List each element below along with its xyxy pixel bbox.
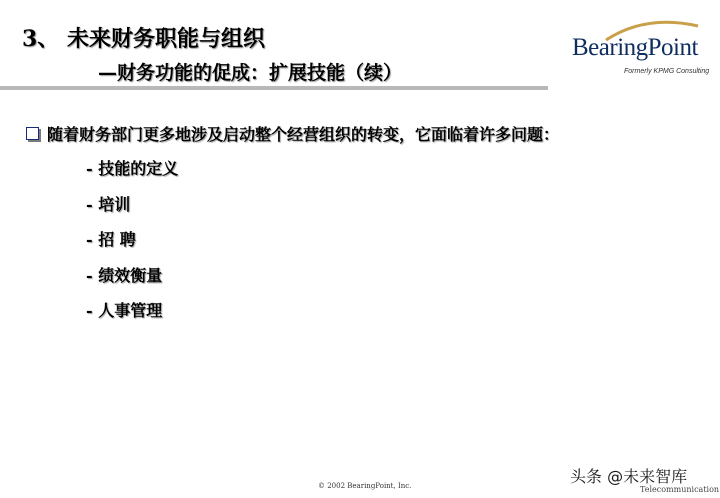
main-bullet — [26, 122, 559, 145]
watermark: 头条 @未来智库 — [570, 467, 688, 486]
bearingpoint-logo — [566, 12, 710, 82]
logo-tagline: Formerly KPMG Consulting — [624, 68, 710, 75]
issue-list — [86, 156, 178, 334]
checkbox-bullet-icon — [26, 127, 39, 140]
list-item: - 绩效衡量 — [86, 265, 163, 285]
watermark-sub: Telecommunication — [640, 485, 720, 494]
slide-subtitle: —财务功能的促成：扩展技能（续） — [98, 62, 403, 84]
title-underline — [0, 86, 548, 90]
list-item: - 招 聘 — [86, 230, 136, 249]
list-item: - 培训 — [86, 194, 131, 214]
copyright-text: © 2002 BearingPoint, Inc. — [318, 482, 412, 490]
bullet-text: 随着财务部门更多地涉及启动整个经营组织的转变，它面临着许多问题： — [47, 125, 560, 144]
list-item: - 技能的定义 — [86, 159, 179, 178]
slide-title: 3、 未来财务职能与组织 — [22, 26, 265, 52]
list-item: - 人事管理 — [86, 301, 163, 320]
logo-wordmark: BearingPoint — [572, 34, 698, 61]
